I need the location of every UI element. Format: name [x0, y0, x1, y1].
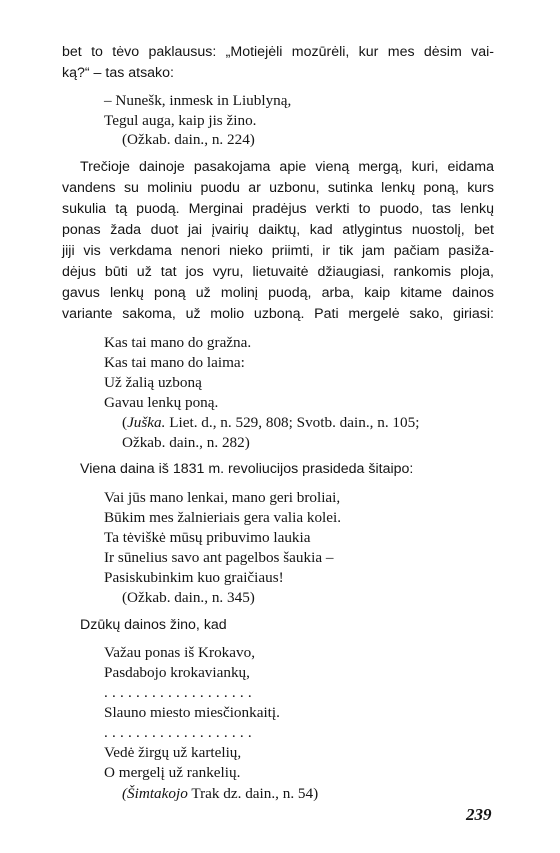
verse-line: Slauno miesto miesčionkaitį. — [104, 704, 280, 721]
text-line: sukulia tą puodą. Merginai pradėjus verkti to puodo, tas lenkų — [62, 201, 494, 217]
verse-line: Ta tėviškė mūsų pribuvimo laukia — [104, 529, 311, 546]
citation-italic: (Šimtakojo — [122, 785, 188, 802]
citation: Ožkab. dain., n. 282) — [122, 434, 250, 451]
verse-line: Kas tai mano do gražna. — [104, 334, 252, 351]
verse-line: O mergelį už rankelių. — [104, 764, 241, 781]
text-line: Viena daina iš 1831 m. revoliucijos prasideda šitaipo: — [80, 461, 414, 477]
verse-line: Kas tai mano do laima: — [104, 354, 245, 371]
text-line: variante sakoma, už molio uzboną. Pati mergelė sako, giriasi: — [62, 306, 494, 322]
text-line: bet to tėvo paklausus: „Motiejėli mozūrėli, kur mes dėsim vai- — [62, 44, 494, 60]
text-line: ponas žada duot jai įvairių daiktų, kad atlygintus nuostolį, bet — [62, 222, 494, 238]
page-number: 239 — [466, 805, 492, 824]
text-line: Dzūkų dainos žino, kad — [80, 617, 227, 633]
verse-line: Tegul auga, kaip jis žino. — [104, 112, 257, 129]
ellipsis-line: . . . . . . . . . . . . . . . . . . . — [104, 684, 252, 701]
citation: (Ožkab. dain., n. 224) — [122, 131, 255, 148]
text-line: gavus lenkų poną už molinį puodą, arba, kaip kitame dainos — [62, 285, 494, 301]
verse-line: Pasdabojo krokaviankų, — [104, 664, 250, 681]
text-line: Trečioje dainoje pasakojama apie vieną mergą, kuri, eidama — [80, 159, 494, 175]
verse-line: Važau ponas iš Krokavo, — [104, 644, 255, 661]
citation-rest: Trak dz. dain., n. 54) — [187, 785, 319, 802]
verse-line: – Nunešk, inmesk in Liublyną, — [104, 92, 292, 109]
ellipsis-line: . . . . . . . . . . . . . . . . . . . — [104, 724, 252, 741]
verse-line: Pasiskubinkim kuo graičiaus! — [104, 569, 284, 586]
text-line: jiji vis verkdama nenori nieko priimti, ir tik jam pačiam pasiža- — [62, 243, 494, 259]
citation — [122, 786, 318, 801]
text-line: vandens su moliniu puodu ar uzbonu, sutinka lenkų poną, kurs — [62, 180, 494, 196]
citation: (Ožkab. dain., n. 345) — [122, 589, 255, 606]
verse-line: Vedė žirgų už kartelių, — [104, 744, 242, 761]
verse-line: Gavau lenkų poną. — [104, 394, 219, 411]
citation-rest: Liet. d., n. 529, 808; Svotb. dain., n. 105; — [165, 414, 420, 431]
citation: (Juška. Liet. d., n. 529, 808; Svotb. dain., n. 105; — [122, 414, 420, 431]
verse-line: Už žalią uzboną — [104, 374, 202, 391]
verse-line: Vai jūs mano lenkai, mano geri broliai, — [104, 489, 341, 506]
text-line: ką?“ – tas atsako: — [62, 65, 174, 81]
verse-line: Ir sūnelius savo ant pagelbos šaukia – — [104, 549, 334, 566]
verse-line: Būkim mes žalnieriais gera valia kolei. — [104, 509, 342, 526]
citation-italic: Juška. — [127, 414, 166, 431]
text-line: dėjus būti už tat jos vyru, lietuvaitė džiaugiasi, rankomis ploja, — [62, 264, 494, 280]
